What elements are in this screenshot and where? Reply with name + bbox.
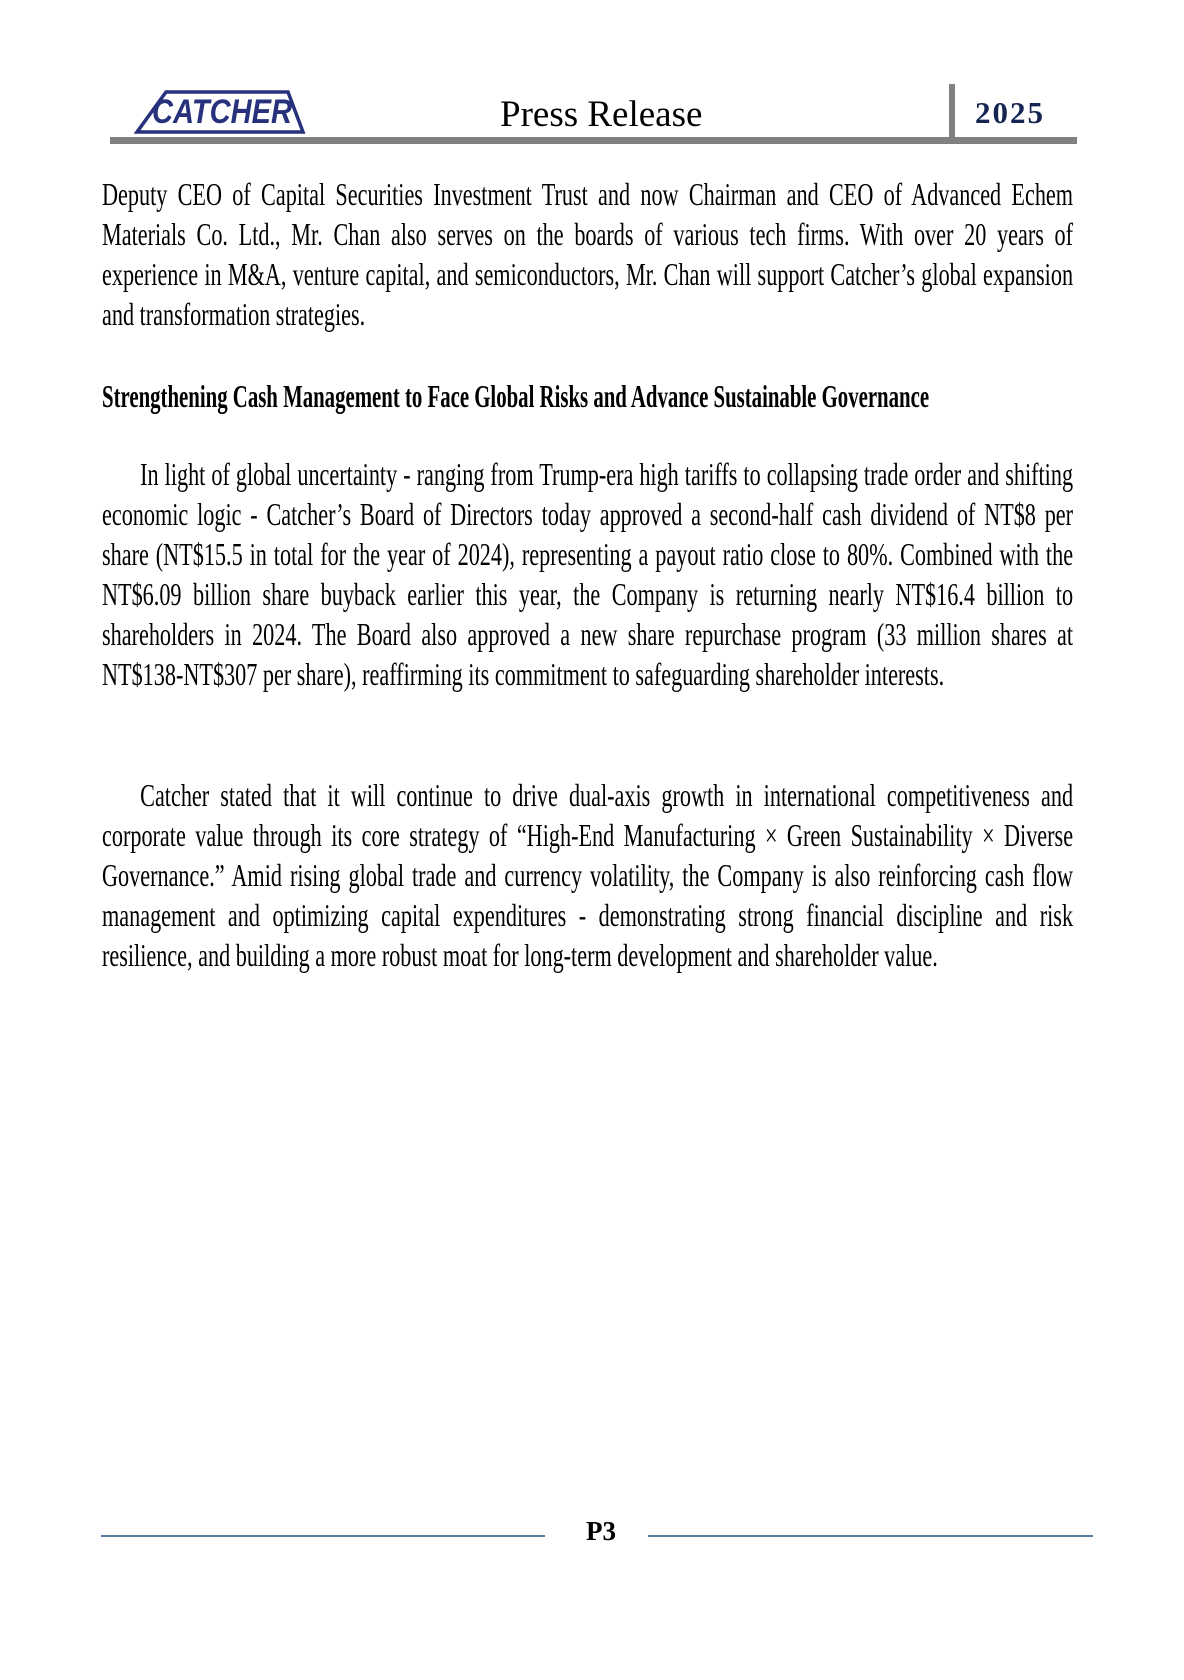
footer-rule-left (101, 1535, 545, 1537)
body-paragraph-2: In light of global uncertainty - ranging from Trump-era high tariffs to collapsing trade order and shifting economic logic - Catcher’s Board of Directors today approved a second-half cash dividend of NT$8 per share (NT$15.5 in total for the year of 2024), representing a payout ratio close to 80%. Combined with the NT$6.09 billion share buyback earlier this year, the Company is returning nearly NT$16.4 billion to shareholders in 2024. The Board also approved a new share repurchase program (33 million shares at NT$138-NT$307 per share), reaffirming its commitment to safeguarding shareholder interests. (102, 456, 1074, 692)
catcher-logo-text: CATCHER (152, 93, 293, 131)
header-divider-vertical (949, 84, 955, 138)
catcher-logo (134, 88, 306, 136)
body-paragraph-3: Catcher stated that it will continue to drive dual-axis growth in international competitiveness and corporate value through its core strategy of “High-End Manufacturing × Green Sustainability × Diverse Governance.” Amid rising global trade and currency volatility, the Company is also reinforcing cash flow management and optimizing capital expenditures - demonstrating strong financial discipline and risk resilience, and building a more robust moat for long-term development and shareholder value. (102, 777, 1074, 973)
section-heading: Strengthening Cash Management to Face Global Risks and Advance Sustainable Governance (102, 378, 930, 414)
footer-rule-right (648, 1535, 1093, 1537)
header-rule (110, 137, 1077, 144)
body-paragraph-1: Deputy CEO of Capital Securities Investment Trust and now Chairman and CEO of Advanced Echem Materials Co. Ltd., Mr. Chan also serves on the boards of various tech firms. With over 20 years of experience in M&A, venture capital, and semiconductors, Mr. Chan will support Catcher’s global expansion and transformation strategies. (102, 176, 1074, 332)
year-label: 2025 (975, 95, 1045, 130)
page-title: Press Release (500, 94, 703, 135)
page-number: P3 (586, 1516, 616, 1546)
